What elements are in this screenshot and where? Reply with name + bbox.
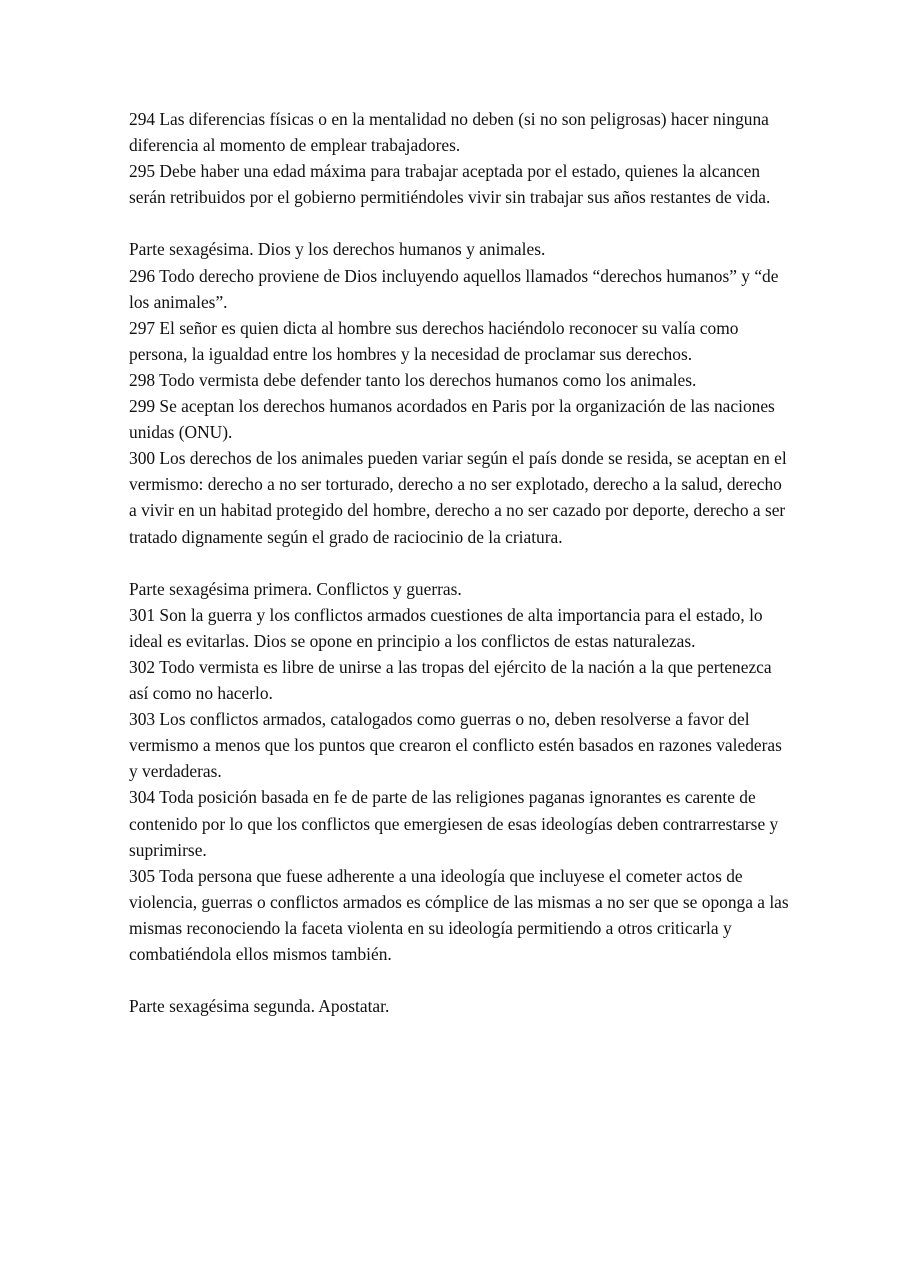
paragraph-gap bbox=[129, 967, 789, 993]
article-304: 304 Toda posición basada en fe de parte de las religiones paganas ignorantes es carente de contenido por lo que los conflictos que emergiesen de esas ideologías deben contrarrestarse y suprimirse. bbox=[129, 787, 779, 860]
article-300: 300 Los derechos de los animales pueden variar según el país donde se resida, se aceptan en el vermismo: derecho a no ser torturado, derecho a no ser explotado, derecho a la salud, derecho a vivir en un habitad protegido del hombre, derecho a no ser cazado por deporte, derecho a ser tratado dignamente según el grado de raciocinio de la criatura. bbox=[129, 448, 787, 547]
article-296: 296 Todo derecho proviene de Dios incluyendo aquellos llamados “derechos humanos” y “de los animales”. bbox=[129, 265, 779, 312]
article-303: 303 Los conflictos armados, catalogados como guerras o no, deben resolverse a favor del vermismo a menos que los puntos que crearon el conflicto estén basados en razones valederas y verdaderas. bbox=[129, 709, 782, 782]
article-302: 302 Todo vermista es libre de unirse a las tropas del ejército de la nación a la que pertenezca así como no hacerlo. bbox=[129, 656, 772, 704]
article-295: 295 Debe haber una edad máxima para trabajar aceptada por el estado, quienes la alcancen serán retribuidos por el gobierno permitiéndoles vivir sin trabajar sus años restantes de vida. bbox=[129, 161, 771, 208]
article-301: 301 Son la guerra y los conflictos armados cuestiones de alta importancia para el estado, lo ideal es evitarlas. Dios se opone en principio a los conflictos de estas naturalezas. bbox=[129, 604, 763, 651]
section-heading-60: Parte sexagésima. Dios y los derechos humanos y animales. bbox=[129, 239, 546, 260]
section-heading-61: Parte sexagésima primera. Conflictos y guerras. bbox=[129, 578, 462, 599]
article-294: 294 Las diferencias físicas o en la mentalidad no deben (si no son peligrosas) hacer ninguna diferencia al momento de emplear trabajadores. bbox=[129, 109, 769, 156]
paragraph-gap bbox=[129, 550, 789, 576]
paragraph-gap bbox=[129, 210, 789, 236]
article-297: 297 El señor es quien dicta al hombre sus derechos haciéndolo reconocer su valía como persona, la igualdad entre los hombres y la necesidad de proclamar sus derechos. bbox=[129, 317, 739, 364]
document-page bbox=[129, 106, 789, 1019]
article-298: 298 Todo vermista debe defender tanto los derechos humanos como los animales. bbox=[129, 369, 697, 390]
article-305: 305 Toda persona que fuese adherente a una ideología que incluyese el cometer actos de violencia, guerras o conflictos armados es cómplice de las mismas a no ser que se oponga a las mismas reconociendo la faceta violenta en su ideología permitiendo a otros criticarla y combatiéndola ellos mismos también. bbox=[129, 865, 789, 964]
section-heading-62: Parte sexagésima segunda. Apostatar. bbox=[129, 996, 390, 1017]
article-299: 299 Se aceptan los derechos humanos acordados en Paris por la organización de las naciones unidas (ONU). bbox=[129, 396, 775, 443]
